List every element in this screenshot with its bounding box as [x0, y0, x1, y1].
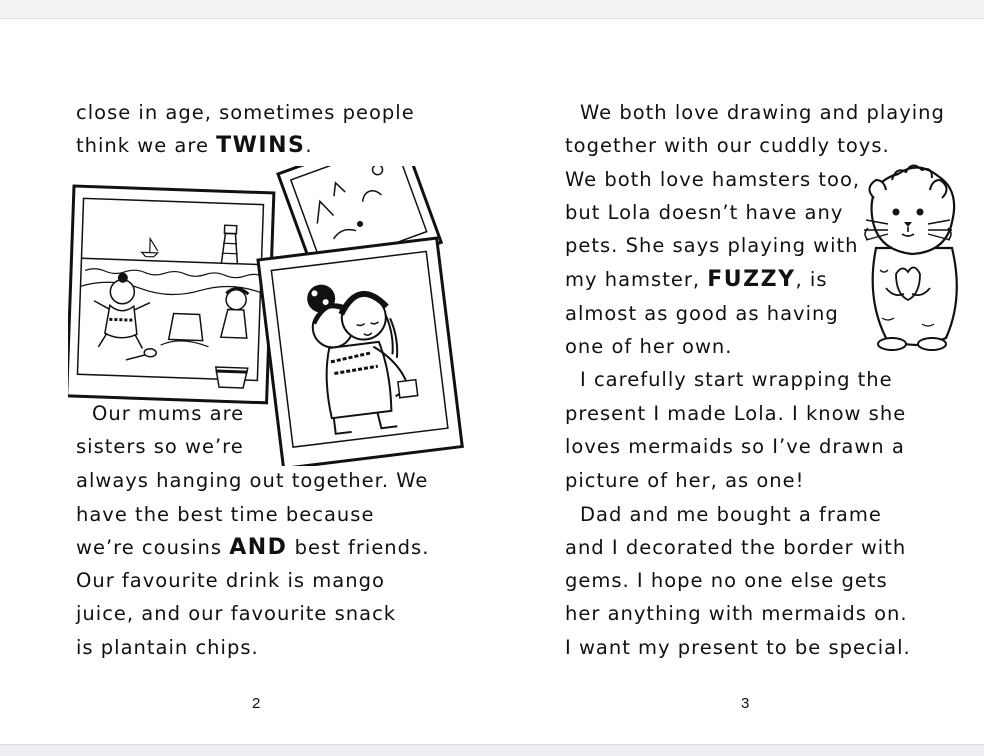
text-line	[580, 503, 882, 527]
text-run: Our favourite drink is mango	[76, 569, 385, 592]
emphasis-word: AND	[229, 535, 288, 560]
page-right	[490, 18, 984, 744]
page-number: 2	[252, 695, 261, 712]
text-run: pets. She says playing with	[565, 234, 859, 257]
text-run: We both love drawing and playing	[580, 101, 945, 124]
text-run: , is	[795, 268, 828, 291]
text-line	[565, 602, 908, 626]
text-run: I carefully start wrapping the	[580, 368, 893, 391]
text-line	[76, 536, 429, 560]
text-run: have the best time because	[76, 503, 375, 526]
text-line	[565, 134, 890, 158]
viewer-top-bar	[0, 0, 984, 19]
text-run: sisters so we’re	[76, 435, 244, 458]
text-line	[76, 469, 428, 493]
text-line	[76, 636, 259, 660]
text-run: and I decorated the border with	[565, 536, 907, 559]
text-run: my hamster,	[565, 268, 708, 291]
emphasis-word: FUZZY	[707, 267, 796, 292]
text-run: close in age, sometimes people	[76, 101, 415, 124]
text-run: but Lola doesn’t have any	[565, 201, 844, 224]
text-run: always hanging out together. We	[76, 469, 429, 492]
text-line	[565, 435, 905, 459]
text-line	[76, 435, 244, 459]
text-run: gems. I hope no one else gets	[565, 569, 888, 592]
text-run: juice, and our favourite snack	[76, 602, 397, 625]
text-line	[565, 569, 888, 593]
text-run: picture of her, as one!	[565, 469, 805, 492]
hamster-illustration	[858, 158, 958, 358]
text-line	[565, 335, 733, 359]
text-line	[565, 268, 827, 292]
text-line	[76, 134, 313, 158]
text-line	[565, 536, 906, 560]
text-line	[76, 503, 374, 527]
text-line	[76, 101, 415, 125]
text-run: present I made Lola. I know she	[565, 402, 907, 425]
text-run: Our mums are	[92, 402, 245, 425]
text-run: her anything with mermaids on.	[565, 602, 908, 625]
text-line	[580, 101, 945, 125]
text-run: We both love hamsters too,	[565, 168, 861, 191]
text-line	[580, 368, 893, 392]
text-line	[565, 234, 859, 258]
text-line	[76, 602, 396, 626]
emphasis-word: TWINS	[216, 133, 306, 158]
text-run: together with our cuddly toys.	[565, 134, 890, 157]
page-left	[0, 18, 490, 744]
text-run: is plantain chips.	[76, 636, 259, 659]
text-run: .	[305, 134, 313, 157]
text-run: one of her own.	[565, 335, 733, 358]
text-line	[565, 636, 911, 660]
text-run: I want my present to be special.	[565, 636, 911, 659]
text-line	[565, 469, 804, 493]
text-run: we’re cousins	[76, 536, 230, 559]
text-run: best friends.	[287, 536, 430, 559]
text-line	[565, 201, 843, 225]
text-run: loves mermaids so I’ve drawn a	[565, 435, 905, 458]
text-run: almost as good as having	[565, 302, 839, 325]
text-line	[92, 402, 244, 426]
text-line	[565, 402, 906, 426]
page-number: 3	[741, 695, 750, 712]
text-line	[565, 168, 860, 192]
text-line	[76, 569, 385, 593]
text-run: Dad and me bought a frame	[580, 503, 882, 526]
text-run: think we are	[76, 134, 217, 157]
text-line	[565, 302, 839, 326]
viewer-bottom-bar	[0, 744, 984, 756]
